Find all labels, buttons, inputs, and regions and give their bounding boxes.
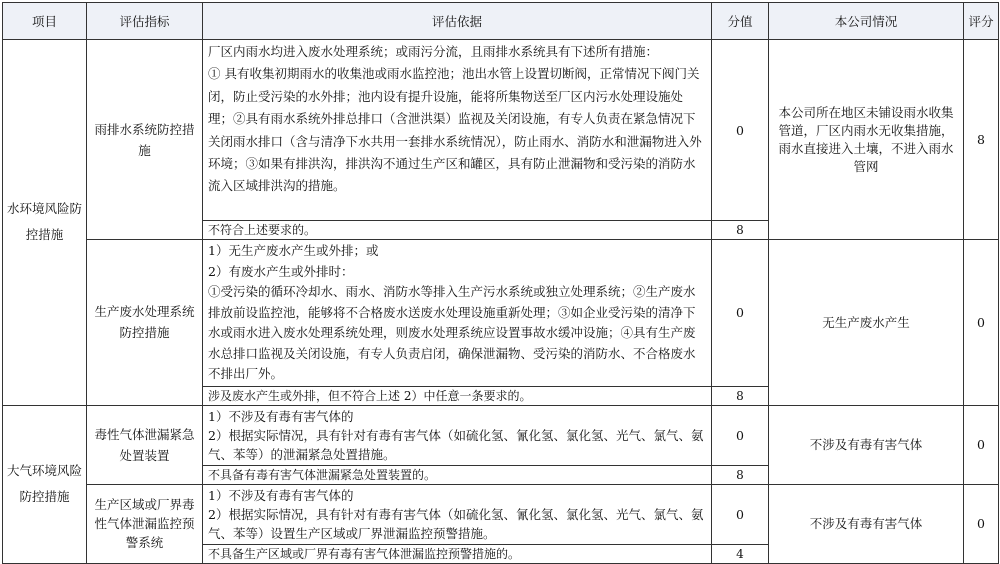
criteria-line: 1）不涉及有毒有害气体的 — [208, 487, 354, 503]
header-row — [3, 3, 999, 40]
indicator-wastewater: 生产废水处理系统防控措施 — [87, 240, 203, 406]
criteria-line: 厂区内雨水均进入废水处理系统；或雨污分流，且雨排水系统具有下述所有措施： — [208, 44, 659, 59]
rating-toxic-gas-emergency: 0 — [964, 405, 999, 484]
score-toxic-gas-monitoring-main: 0 — [712, 484, 769, 544]
criteria-wastewater-alt: 涉及废水产生或外排，但不符合上述 2）中任意一条要求的。 — [203, 386, 712, 405]
criteria-line: 2）根据实际情况，具有针对有毒有害气体（如硫化氢、氰化氢、氯化氢、光气、氯气、氨气、苯等）设置生产区域或厂界泄漏监控预警措施。 — [208, 506, 704, 541]
criteria-toxic-gas-emergency-alt: 不具备有毒有害气体泄漏紧急处置装置的。 — [203, 465, 712, 484]
header-score: 分值 — [712, 3, 769, 40]
company-wastewater: 无生产废水产生 — [769, 240, 964, 406]
rating-toxic-gas-monitoring: 0 — [964, 484, 999, 563]
indicator-rainwater: 雨排水系统防控措施 — [87, 40, 203, 240]
criteria-toxic-gas-monitoring-alt: 不具备生产区域或厂界有毒有害气体泄漏监控预警措施的。 — [203, 544, 712, 563]
criteria-line: 2）有废水产生或外排时： — [208, 263, 354, 279]
criteria-line: 2）根据实际情况，具有针对有毒有害气体（如硫化氢、氰化氢、氯化氢、光气、氯气、氨气、苯等）的泄漏紧急处置措施。 — [208, 427, 704, 462]
indicator-toxic-gas-monitoring: 生产区域或厂界毒性气体泄漏监控预警系统 — [87, 484, 203, 563]
table-row — [3, 405, 999, 465]
criteria-line: 1）无生产废水产生或外排；或 — [208, 243, 379, 258]
header-indicator: 评估指标 — [87, 3, 203, 40]
indicator-toxic-gas-emergency: 毒性气体泄漏紧急处置装置 — [87, 405, 203, 484]
score-toxic-gas-emergency-main: 0 — [712, 405, 769, 465]
company-toxic-gas-monitoring: 不涉及有毒有害气体 — [769, 484, 964, 563]
criteria-toxic-gas-monitoring-main — [203, 484, 712, 544]
score-wastewater-alt: 8 — [712, 386, 769, 405]
header-criteria: 评估依据 — [203, 3, 712, 40]
criteria-rainwater-main — [203, 40, 712, 221]
header-rating: 评分 — [964, 3, 999, 40]
score-wastewater-main: 0 — [712, 240, 769, 387]
criteria-line: 1）不涉及有毒有害气体的 — [208, 408, 354, 424]
project-cell-air: 大气环境风险防控措施 — [3, 405, 87, 563]
criteria-toxic-gas-emergency-main — [203, 405, 712, 465]
company-rainwater: 本公司所在地区未铺设雨水收集管道，厂区内雨水无收集措施，雨水直接进入土壤，不进入雨水管网 — [769, 40, 964, 240]
project-cell-water: 水环境风险防控措施 — [3, 40, 87, 406]
score-rainwater-alt: 8 — [712, 221, 769, 240]
table-row — [3, 240, 999, 387]
header-project: 项目 — [3, 3, 87, 40]
table-row — [3, 484, 999, 544]
company-toxic-gas-emergency: 不涉及有毒有害气体 — [769, 405, 964, 484]
criteria-wastewater-main — [203, 240, 712, 387]
score-toxic-gas-monitoring-alt: 4 — [712, 544, 769, 563]
header-company-status: 本公司情况 — [769, 3, 964, 40]
assessment-table — [2, 2, 999, 564]
rating-wastewater: 0 — [964, 240, 999, 406]
rating-rainwater: 8 — [964, 40, 999, 240]
table-row — [3, 40, 999, 221]
criteria-rainwater-alt: 不符合上述要求的。 — [203, 221, 712, 240]
score-rainwater-main: 0 — [712, 40, 769, 221]
score-toxic-gas-emergency-alt: 8 — [712, 465, 769, 484]
criteria-line: ① 具有收集初期雨水的收集池或雨水监控池；池出水管上设置切断阀，正常情况下阀门关闭，防止受污染的水外排；池内设有提升设施，能将所集物送至厂区内污水处理设施处理；②具有雨水系统外排总排口（含泄洪渠）监视及关闭设施，有专人负责在紧急情况下关闭雨水排口（含与清净下水共用一套排水系统情况），防止雨水、消防水和泄漏物进入外环境；③如果有排洪沟，排洪沟不通过生产区和罐区，具有防止泄漏物和受污染的消防水流入区域排洪沟的措施。 — [208, 66, 702, 194]
criteria-line: ①受污染的循环冷却水、雨水、消防水等排入生产污水系统或独立处理系统；②生产废水排放前设监控池，能够将不合格废水送废水处理设施重新处理；③如企业受污染的清净下水或雨水进入废水处理系统处理，则废水处理系统应设置事故水缓冲设施；④具有生产废水总排口监视及关闭设施，有专人负责启闭，确保泄漏物、受污染的消防水、不合格废水不排出厂外。 — [208, 284, 696, 381]
